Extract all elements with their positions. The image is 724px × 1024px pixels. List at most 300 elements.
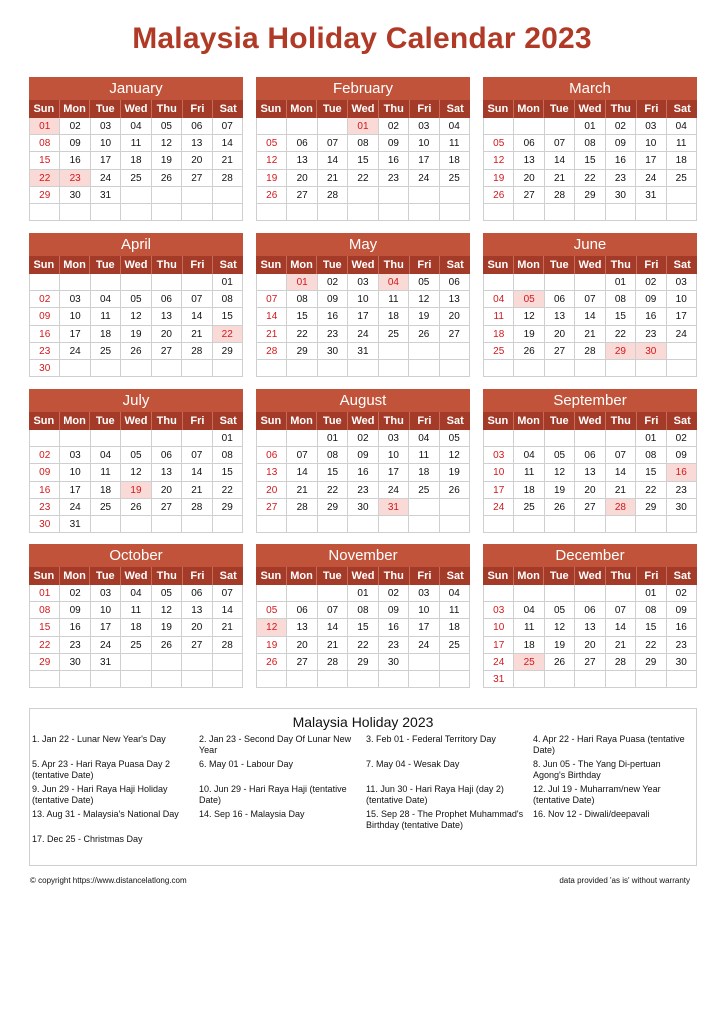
empty-day-cell <box>544 430 574 447</box>
day-cell: 10 <box>347 291 377 308</box>
day-cell: 08 <box>212 291 243 308</box>
day-cell: 19 <box>408 308 438 325</box>
day-cell: 12 <box>483 152 513 169</box>
weekday-label: Mon <box>59 412 90 430</box>
empty-day-cell <box>439 516 470 533</box>
week-row <box>483 585 697 602</box>
empty-day-cell <box>59 274 89 291</box>
week-row <box>29 170 243 187</box>
day-cell: 01 <box>347 118 377 135</box>
legend-title: Malaysia Holiday 2023 <box>292 714 434 730</box>
day-cell: 13 <box>574 464 604 481</box>
weekday-label: Fri <box>409 412 440 430</box>
legend-item: 1. Jan 22 - Lunar New Year's Day <box>32 734 166 744</box>
day-cell: 26 <box>544 654 574 671</box>
day-cell: 17 <box>408 152 438 169</box>
day-cell: 29 <box>212 499 243 516</box>
day-cell: 24 <box>483 499 513 516</box>
day-cell: 15 <box>212 308 243 325</box>
empty-day-cell <box>181 516 211 533</box>
day-cell: 27 <box>439 326 470 343</box>
day-cell: 25 <box>90 343 120 360</box>
day-cell: 02 <box>666 430 697 447</box>
empty-day-cell <box>256 204 286 221</box>
weekday-label: Tue <box>316 567 347 585</box>
empty-day-cell <box>90 274 120 291</box>
day-cell: 28 <box>605 499 635 516</box>
empty-day-cell <box>286 204 316 221</box>
empty-day-cell <box>574 516 604 533</box>
weekday-header <box>256 256 470 274</box>
weekday-label: Tue <box>316 100 347 118</box>
day-cell: 19 <box>544 482 574 499</box>
month-name: March <box>483 77 697 100</box>
empty-day-cell <box>483 516 513 533</box>
day-cell: 07 <box>286 447 316 464</box>
day-cell: 15 <box>286 308 316 325</box>
weekday-label: Thu <box>151 567 182 585</box>
weekday-label: Wed <box>574 412 605 430</box>
day-cell: 07 <box>574 291 604 308</box>
day-cell: 20 <box>286 170 316 187</box>
weekday-label: Sun <box>33 103 55 115</box>
weekday-header <box>483 567 697 585</box>
empty-day-cell <box>256 118 286 135</box>
empty-day-cell <box>212 671 243 688</box>
empty-day-cell <box>151 274 181 291</box>
day-cell: 03 <box>59 447 89 464</box>
day-cell: 07 <box>317 602 347 619</box>
day-cell: 21 <box>212 619 243 636</box>
empty-day-cell <box>151 671 181 688</box>
week-row <box>483 447 697 464</box>
day-cell: 07 <box>181 447 211 464</box>
weekday-label: Sat <box>439 567 470 585</box>
day-cell: 24 <box>90 637 120 654</box>
week-row <box>483 430 697 447</box>
day-cell: 26 <box>513 343 543 360</box>
week-row <box>483 654 697 671</box>
weekday-label: Thu <box>378 256 409 274</box>
day-cell: 16 <box>378 152 408 169</box>
day-cell: 02 <box>635 274 665 291</box>
empty-day-cell <box>212 204 243 221</box>
day-cell: 30 <box>59 654 89 671</box>
day-cell: 05 <box>256 135 286 152</box>
weekday-label: Sat <box>439 256 470 274</box>
empty-day-cell <box>212 516 243 533</box>
day-cell: 12 <box>256 619 286 636</box>
day-cell: 07 <box>605 602 635 619</box>
day-cell: 14 <box>181 308 211 325</box>
day-cell: 11 <box>408 447 438 464</box>
day-cell: 11 <box>666 135 697 152</box>
weekday-label: Thu <box>605 256 636 274</box>
day-cell: 02 <box>59 118 89 135</box>
week-row <box>29 291 243 308</box>
weekday-label: Sat <box>666 100 697 118</box>
month-october <box>29 544 243 688</box>
weekday-header <box>29 412 243 430</box>
empty-day-cell <box>286 585 316 602</box>
day-cell: 29 <box>635 499 665 516</box>
empty-day-cell <box>408 671 438 688</box>
weekday-label: Thu <box>605 100 636 118</box>
day-cell: 28 <box>574 343 604 360</box>
empty-day-cell <box>317 585 347 602</box>
day-cell: 28 <box>256 343 286 360</box>
weekday-label: Wed <box>347 100 378 118</box>
day-cell: 22 <box>212 482 243 499</box>
day-cell: 25 <box>439 637 470 654</box>
week-row <box>256 308 470 325</box>
day-cell: 23 <box>29 343 59 360</box>
empty-day-cell <box>59 204 89 221</box>
day-cell: 13 <box>286 152 316 169</box>
day-cell: 15 <box>29 152 59 169</box>
day-cell: 26 <box>256 187 286 204</box>
week-row <box>256 360 470 377</box>
day-cell: 07 <box>181 291 211 308</box>
week-row <box>483 308 697 325</box>
empty-day-cell <box>483 204 513 221</box>
day-cell: 23 <box>29 499 59 516</box>
day-cell: 10 <box>483 619 513 636</box>
day-cell: 08 <box>605 291 635 308</box>
empty-day-cell <box>408 343 438 360</box>
weekday-label: Wed <box>347 256 378 274</box>
day-cell: 19 <box>439 464 470 481</box>
day-cell: 11 <box>483 308 513 325</box>
day-cell: 25 <box>439 170 470 187</box>
day-cell: 27 <box>286 187 316 204</box>
empty-day-cell <box>666 671 697 688</box>
legend-item: 11. Jun 30 - Hari Raya Haji (day 2) (tentative Date) <box>366 784 504 805</box>
empty-day-cell <box>120 360 150 377</box>
day-cell: 28 <box>286 499 316 516</box>
day-cell: 01 <box>635 585 665 602</box>
empty-day-cell <box>513 360 543 377</box>
day-cell: 04 <box>439 585 470 602</box>
day-cell: 04 <box>90 291 120 308</box>
week-row <box>256 585 470 602</box>
empty-day-cell <box>483 118 513 135</box>
day-cell: 06 <box>286 602 316 619</box>
weekday-label: Tue <box>89 567 120 585</box>
day-cell: 03 <box>666 274 697 291</box>
day-cell: 20 <box>574 637 604 654</box>
weekday-label: Sun <box>487 259 509 271</box>
week-row <box>256 204 470 221</box>
day-cell: 16 <box>378 619 408 636</box>
day-cell: 25 <box>120 170 150 187</box>
day-cell: 25 <box>90 499 120 516</box>
day-cell: 11 <box>120 135 150 152</box>
empty-day-cell <box>317 204 347 221</box>
week-row <box>29 343 243 360</box>
empty-day-cell <box>256 274 286 291</box>
day-cell: 24 <box>666 326 697 343</box>
day-cell: 02 <box>378 585 408 602</box>
day-cell: 07 <box>317 135 347 152</box>
day-cell: 19 <box>256 170 286 187</box>
month-april <box>29 233 243 377</box>
empty-day-cell <box>513 516 543 533</box>
weekday-label: Sun <box>33 259 55 271</box>
week-row <box>29 619 243 636</box>
day-cell: 06 <box>151 291 181 308</box>
day-cell: 23 <box>666 482 697 499</box>
day-cell: 12 <box>151 135 181 152</box>
day-cell: 21 <box>317 637 347 654</box>
week-row <box>29 654 243 671</box>
day-cell: 08 <box>347 135 377 152</box>
day-cell: 06 <box>181 118 211 135</box>
day-cell: 09 <box>666 447 697 464</box>
day-cell: 25 <box>513 499 543 516</box>
empty-day-cell <box>378 343 408 360</box>
day-cell: 17 <box>59 482 89 499</box>
weekday-label: Fri <box>409 100 440 118</box>
week-row <box>256 274 470 291</box>
weekday-label: Mon <box>513 100 544 118</box>
day-cell: 17 <box>408 619 438 636</box>
day-cell: 02 <box>666 585 697 602</box>
empty-day-cell <box>439 360 470 377</box>
weekday-label: Tue <box>89 256 120 274</box>
day-cell: 04 <box>408 430 438 447</box>
weekday-label: Mon <box>286 567 317 585</box>
day-cell: 15 <box>635 464 665 481</box>
day-cell: 04 <box>483 291 513 308</box>
week-row <box>483 204 697 221</box>
day-cell: 03 <box>635 118 665 135</box>
weekday-label: Tue <box>543 100 574 118</box>
weekday-header <box>483 412 697 430</box>
weekday-label: Sat <box>439 412 470 430</box>
day-cell: 28 <box>605 654 635 671</box>
day-cell: 01 <box>635 430 665 447</box>
day-cell: 19 <box>513 326 543 343</box>
weekday-label: Mon <box>286 100 317 118</box>
day-cell: 01 <box>29 118 59 135</box>
day-cell: 20 <box>574 482 604 499</box>
day-cell: 03 <box>378 430 408 447</box>
weekday-label: Sat <box>212 567 243 585</box>
day-cell: 26 <box>256 654 286 671</box>
week-row <box>256 326 470 343</box>
day-cell: 29 <box>317 499 347 516</box>
empty-day-cell <box>120 204 150 221</box>
weekday-label: Wed <box>347 567 378 585</box>
day-cell: 23 <box>378 170 408 187</box>
day-cell: 03 <box>408 118 438 135</box>
day-cell: 05 <box>439 430 470 447</box>
week-row <box>256 343 470 360</box>
empty-day-cell <box>605 671 635 688</box>
day-cell: 17 <box>483 482 513 499</box>
day-cell: 08 <box>29 602 59 619</box>
weekday-label: Wed <box>574 567 605 585</box>
empty-day-cell <box>513 430 543 447</box>
day-cell: 28 <box>212 637 243 654</box>
empty-day-cell <box>513 274 543 291</box>
day-cell: 23 <box>378 637 408 654</box>
day-cell: 02 <box>605 118 635 135</box>
week-row <box>29 464 243 481</box>
day-cell: 01 <box>212 274 243 291</box>
weekday-header <box>29 100 243 118</box>
empty-day-cell <box>317 671 347 688</box>
day-cell: 10 <box>635 135 665 152</box>
month-january <box>29 77 243 221</box>
weekday-label: Wed <box>574 256 605 274</box>
weekday-label: Sun <box>260 259 282 271</box>
day-cell: 12 <box>544 619 574 636</box>
weekday-label: Tue <box>543 256 574 274</box>
legend-item: 10. Jun 29 - Hari Raya Haji (tentative Date) <box>199 784 347 805</box>
weekday-label: Mon <box>286 412 317 430</box>
week-row <box>256 447 470 464</box>
day-cell: 13 <box>513 152 543 169</box>
empty-day-cell <box>605 430 635 447</box>
day-cell: 01 <box>29 585 59 602</box>
day-cell: 05 <box>151 585 181 602</box>
day-cell: 03 <box>408 585 438 602</box>
day-cell: 04 <box>513 447 543 464</box>
day-cell: 23 <box>317 326 347 343</box>
empty-day-cell <box>544 671 574 688</box>
empty-day-cell <box>408 499 438 516</box>
day-cell: 20 <box>513 170 543 187</box>
day-cell: 08 <box>29 135 59 152</box>
empty-day-cell <box>286 430 316 447</box>
day-cell: 15 <box>635 619 665 636</box>
legend-item: 16. Nov 12 - Diwali/deepavali <box>533 809 650 819</box>
weekday-label: Tue <box>316 256 347 274</box>
day-cell: 29 <box>635 654 665 671</box>
day-cell: 05 <box>120 291 150 308</box>
empty-day-cell <box>483 585 513 602</box>
day-cell: 05 <box>151 118 181 135</box>
empty-day-cell <box>29 274 59 291</box>
day-cell: 11 <box>513 619 543 636</box>
empty-day-cell <box>544 360 574 377</box>
day-cell: 02 <box>317 274 347 291</box>
weekday-label: Thu <box>151 412 182 430</box>
day-cell: 03 <box>347 274 377 291</box>
day-cell: 27 <box>256 499 286 516</box>
legend-item: 3. Feb 01 - Federal Territory Day <box>366 734 496 744</box>
day-cell: 21 <box>181 326 211 343</box>
day-cell: 18 <box>439 619 470 636</box>
day-cell: 16 <box>666 464 697 481</box>
empty-day-cell <box>347 204 377 221</box>
day-cell: 08 <box>635 447 665 464</box>
week-row <box>483 291 697 308</box>
week-row <box>483 516 697 533</box>
day-cell: 24 <box>635 170 665 187</box>
empty-day-cell <box>151 516 181 533</box>
empty-day-cell <box>151 360 181 377</box>
week-row <box>483 118 697 135</box>
day-cell: 14 <box>317 152 347 169</box>
day-cell: 22 <box>29 637 59 654</box>
day-cell: 19 <box>151 619 181 636</box>
empty-day-cell <box>666 204 697 221</box>
day-cell: 13 <box>151 308 181 325</box>
day-cell: 09 <box>59 135 89 152</box>
day-cell: 13 <box>544 308 574 325</box>
empty-day-cell <box>347 516 377 533</box>
empty-day-cell <box>439 499 470 516</box>
day-cell: 09 <box>29 308 59 325</box>
day-cell: 11 <box>378 291 408 308</box>
empty-day-cell <box>212 654 243 671</box>
day-cell: 12 <box>120 308 150 325</box>
day-cell: 24 <box>408 170 438 187</box>
week-row <box>29 602 243 619</box>
month-february <box>256 77 470 221</box>
week-row <box>29 671 243 688</box>
legend-item: 15. Sep 28 - The Prophet Muhammad's Birthday (tentative Date) <box>366 809 524 830</box>
day-cell: 02 <box>59 585 89 602</box>
week-row <box>483 499 697 516</box>
day-cell: 04 <box>666 118 697 135</box>
day-cell: 21 <box>256 326 286 343</box>
day-cell: 29 <box>347 654 377 671</box>
day-cell: 10 <box>378 447 408 464</box>
day-cell: 31 <box>635 187 665 204</box>
day-cell: 25 <box>666 170 697 187</box>
day-cell: 04 <box>439 118 470 135</box>
empty-day-cell <box>378 204 408 221</box>
empty-day-cell <box>635 671 665 688</box>
day-cell: 08 <box>347 602 377 619</box>
empty-day-cell <box>605 585 635 602</box>
day-cell: 31 <box>59 516 89 533</box>
empty-day-cell <box>90 671 120 688</box>
legend-item: 14. Sep 16 - Malaysia Day <box>199 809 305 819</box>
day-cell: 25 <box>408 482 438 499</box>
week-row <box>256 602 470 619</box>
week-row <box>483 619 697 636</box>
empty-day-cell <box>574 585 604 602</box>
day-cell: 07 <box>256 291 286 308</box>
week-row <box>256 637 470 654</box>
weekday-label: Sun <box>260 570 282 582</box>
day-cell: 22 <box>574 170 604 187</box>
empty-day-cell <box>120 654 150 671</box>
day-cell: 30 <box>29 516 59 533</box>
day-cell: 25 <box>483 343 513 360</box>
day-cell: 24 <box>59 499 89 516</box>
day-cell: 30 <box>59 187 89 204</box>
day-cell: 21 <box>181 482 211 499</box>
empty-day-cell <box>635 204 665 221</box>
weekday-label: Thu <box>605 567 636 585</box>
day-cell: 13 <box>439 291 470 308</box>
day-cell: 12 <box>513 308 543 325</box>
day-cell: 10 <box>59 464 89 481</box>
day-cell: 28 <box>181 343 211 360</box>
day-cell: 06 <box>513 135 543 152</box>
day-cell: 19 <box>544 637 574 654</box>
day-cell: 01 <box>286 274 316 291</box>
day-cell: 21 <box>605 637 635 654</box>
day-cell: 31 <box>90 654 120 671</box>
day-cell: 26 <box>483 187 513 204</box>
